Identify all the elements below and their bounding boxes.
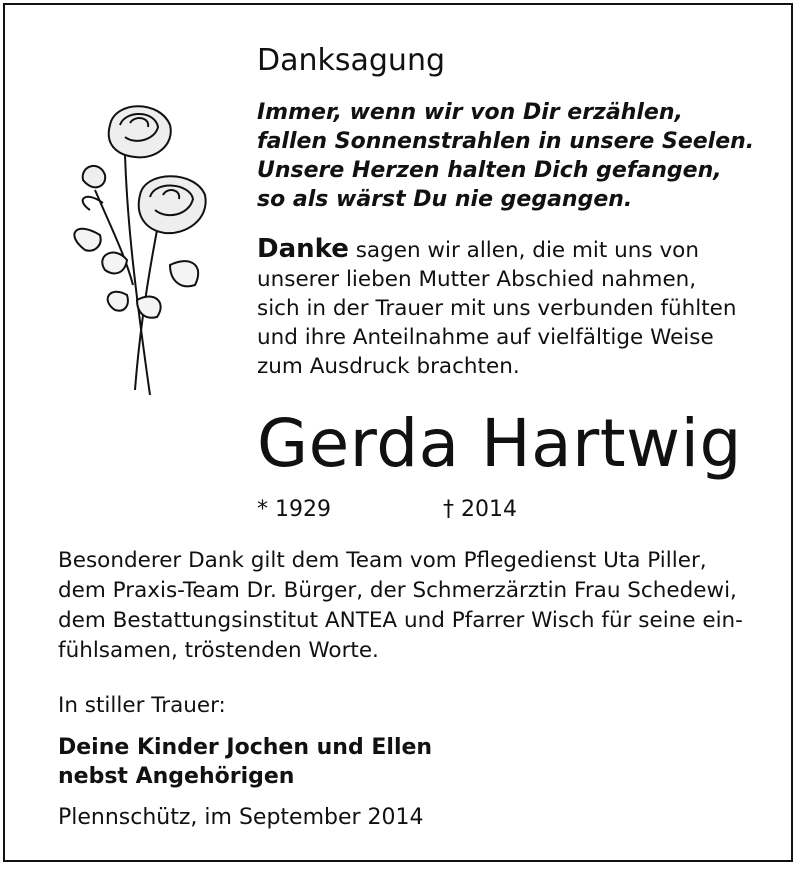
place-date: Plennschütz, im September 2014 [58,805,424,830]
rose-icon [55,95,215,395]
deceased-name: Gerda Hartwig [257,405,742,482]
family-line: Deine Kinder Jochen und Ellen [58,735,433,760]
death-year: † 2014 [443,497,517,522]
thanks-line: sagen wir allen, die mit uns von [348,238,699,263]
thanks-line: und ihre Anteilnahme auf vielfältige Weise [257,325,714,350]
thanks-line: unserer lieben Mutter Abschied nahmen, [257,267,697,292]
thanks-paragraph [257,235,752,381]
poem-line: Immer, wenn wir von Dir erzählen, [257,100,683,125]
family-line: nebst Angehörigen [58,764,295,789]
mourning-label: In stiller Trauer: [58,693,226,718]
heading: Danksagung [257,43,445,78]
special-thanks-line: dem Praxis-Team Dr. Bürger, der Schmerzärztin Frau Schedewi, [58,578,737,603]
thanks-line: sich in der Trauer mit uns verbunden fühlten [257,296,737,321]
thanks-lead: Danke [257,234,349,264]
poem-line: Unsere Herzen halten Dich gefangen, [257,158,722,183]
obituary-notice [3,3,793,862]
special-thanks-line: dem Bestattungsinstitut ANTEA und Pfarrer Wisch für seine ein- [58,608,743,633]
poem-line: so als wärst Du nie gegangen. [257,187,633,212]
poem-line: fallen Sonnenstrahlen in unsere Seelen. [257,129,755,154]
birth-year: * 1929 [257,497,331,522]
family-signature [58,733,432,791]
thanks-line: zum Ausdruck brachten. [257,354,520,379]
poem [257,98,754,214]
special-thanks [58,546,758,666]
special-thanks-line: fühlsamen, tröstenden Worte. [58,638,379,663]
special-thanks-line: Besonderer Dank gilt dem Team vom Pflegedienst Uta Piller, [58,548,707,573]
